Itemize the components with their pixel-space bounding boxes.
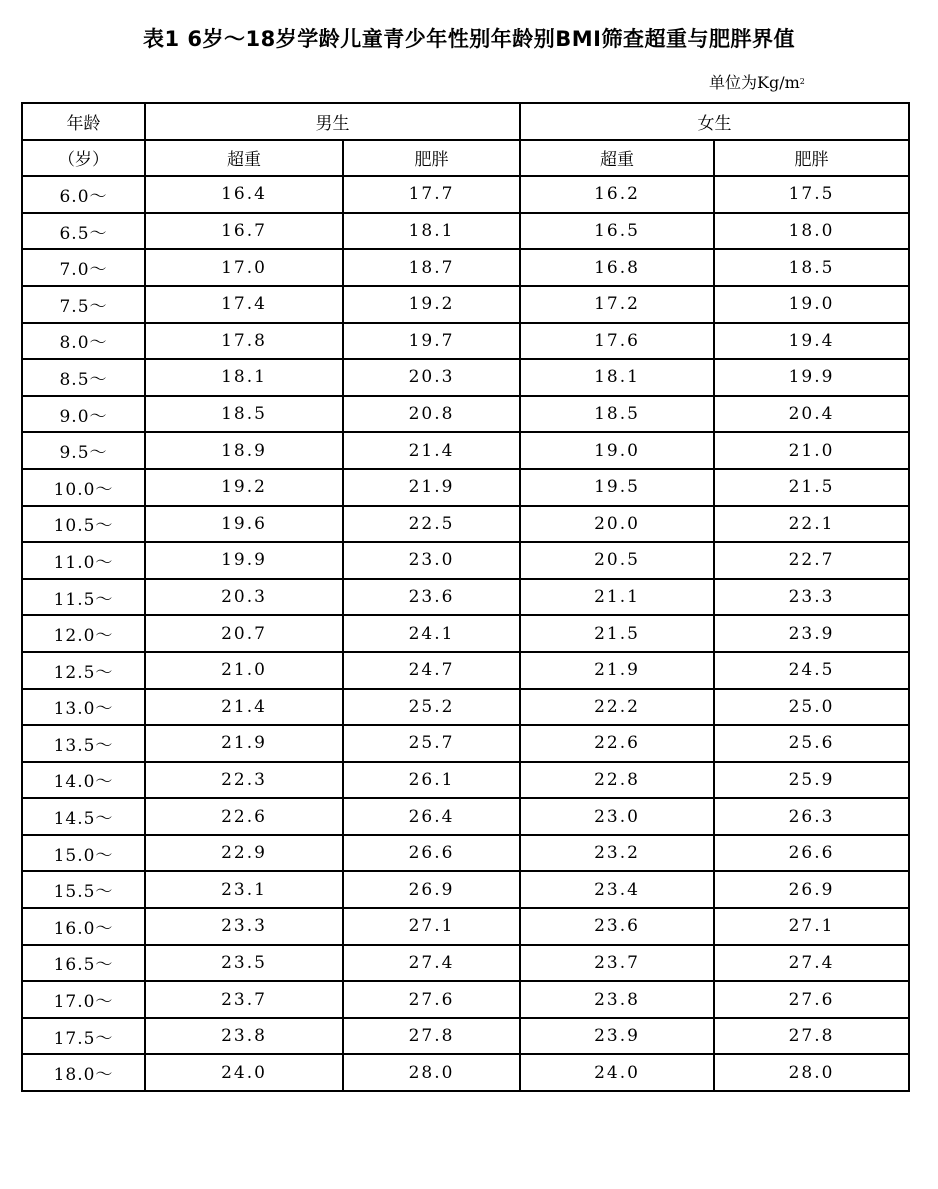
header-age-top: 年龄 [22,103,145,140]
age-cell: 14.5～ [22,798,145,835]
male-overweight-cell: 17.8 [145,323,343,360]
table-row [22,725,909,762]
female-overweight-cell: 21.5 [520,615,714,652]
female-obese-cell: 27.6 [714,981,909,1018]
male-obese-cell: 26.9 [343,871,520,908]
female-overweight-cell: 22.2 [520,689,714,726]
male-overweight-cell: 23.5 [145,945,343,982]
age-cell: 15.5～ [22,871,145,908]
table-row [22,323,909,360]
female-obese-cell: 27.8 [714,1018,909,1055]
female-obese-cell: 27.4 [714,945,909,982]
male-overweight-cell: 19.9 [145,542,343,579]
table-row [22,359,909,396]
female-obese-cell: 24.5 [714,652,909,689]
table-row [22,176,909,213]
female-obese-cell: 26.6 [714,835,909,872]
female-obese-cell: 28.0 [714,1054,909,1091]
female-overweight-cell: 16.8 [520,249,714,286]
female-overweight-cell: 23.8 [520,981,714,1018]
header-female-obese: 肥胖 [714,140,909,177]
header-age-bottom: （岁） [22,140,145,177]
document-title: 表1 6岁～18岁学龄儿童青少年性别年龄别BMI筛查超重与肥胖界值 [143,27,795,51]
female-obese-cell: 21.5 [714,469,909,506]
female-overweight-cell: 20.5 [520,542,714,579]
female-obese-cell: 18.5 [714,249,909,286]
female-overweight-cell: 23.6 [520,908,714,945]
table-header [22,103,909,176]
table-row [22,689,909,726]
bmi-table [21,102,910,1092]
male-overweight-cell: 22.6 [145,798,343,835]
female-overweight-cell: 16.5 [520,213,714,250]
table-body [22,176,909,1091]
male-obese-cell: 26.1 [343,762,520,799]
age-cell: 12.0～ [22,615,145,652]
age-cell: 9.5～ [22,432,145,469]
header-male-overweight: 超重 [145,140,343,177]
male-overweight-cell: 24.0 [145,1054,343,1091]
age-cell: 12.5～ [22,652,145,689]
male-overweight-cell: 19.6 [145,506,343,543]
female-obese-cell: 19.0 [714,286,909,323]
female-obese-cell: 25.9 [714,762,909,799]
male-obese-cell: 23.0 [343,542,520,579]
male-overweight-cell: 23.3 [145,908,343,945]
female-overweight-cell: 24.0 [520,1054,714,1091]
table-row [22,396,909,433]
female-overweight-cell: 18.1 [520,359,714,396]
male-obese-cell: 27.1 [343,908,520,945]
female-obese-cell: 26.9 [714,871,909,908]
female-overweight-cell: 17.2 [520,286,714,323]
age-cell: 7.5～ [22,286,145,323]
male-obese-cell: 21.4 [343,432,520,469]
male-overweight-cell: 16.4 [145,176,343,213]
age-cell: 14.0～ [22,762,145,799]
age-cell: 13.0～ [22,689,145,726]
table-row [22,798,909,835]
male-obese-cell: 23.6 [343,579,520,616]
male-overweight-cell: 23.1 [145,871,343,908]
male-overweight-cell: 20.3 [145,579,343,616]
female-obese-cell: 23.9 [714,615,909,652]
female-obese-cell: 18.0 [714,213,909,250]
female-obese-cell: 17.5 [714,176,909,213]
header-female: 女生 [520,103,909,140]
female-overweight-cell: 18.5 [520,396,714,433]
female-obese-cell: 23.3 [714,579,909,616]
male-obese-cell: 25.7 [343,725,520,762]
age-cell: 16.0～ [22,908,145,945]
male-overweight-cell: 22.9 [145,835,343,872]
age-cell: 6.5～ [22,213,145,250]
age-cell: 11.5～ [22,579,145,616]
table-row [22,506,909,543]
male-overweight-cell: 17.4 [145,286,343,323]
table-row [22,652,909,689]
female-overweight-cell: 23.2 [520,835,714,872]
age-cell: 10.5～ [22,506,145,543]
male-obese-cell: 25.2 [343,689,520,726]
header-row-2 [22,140,909,177]
male-obese-cell: 26.6 [343,835,520,872]
age-cell: 10.0～ [22,469,145,506]
female-obese-cell: 22.1 [714,506,909,543]
age-cell: 8.0～ [22,323,145,360]
male-obese-cell: 28.0 [343,1054,520,1091]
male-overweight-cell: 22.3 [145,762,343,799]
header-male: 男生 [145,103,520,140]
male-obese-cell: 19.7 [343,323,520,360]
table-row [22,469,909,506]
female-overweight-cell: 20.0 [520,506,714,543]
female-obese-cell: 22.7 [714,542,909,579]
age-cell: 13.5～ [22,725,145,762]
male-overweight-cell: 23.8 [145,1018,343,1055]
male-overweight-cell: 20.7 [145,615,343,652]
age-cell: 11.0～ [22,542,145,579]
table-row [22,835,909,872]
female-overweight-cell: 22.6 [520,725,714,762]
male-obese-cell: 27.8 [343,1018,520,1055]
age-cell: 8.5～ [22,359,145,396]
male-overweight-cell: 21.0 [145,652,343,689]
male-overweight-cell: 17.0 [145,249,343,286]
male-obese-cell: 27.4 [343,945,520,982]
male-obese-cell: 26.4 [343,798,520,835]
female-obese-cell: 19.9 [714,359,909,396]
female-overweight-cell: 19.0 [520,432,714,469]
table-row [22,908,909,945]
female-obese-cell: 20.4 [714,396,909,433]
age-cell: 17.0～ [22,981,145,1018]
age-cell: 7.0～ [22,249,145,286]
female-overweight-cell: 21.1 [520,579,714,616]
male-obese-cell: 24.1 [343,615,520,652]
table-row [22,945,909,982]
unit-superscript: 2 [799,77,805,86]
male-obese-cell: 18.7 [343,249,520,286]
female-obese-cell: 27.1 [714,908,909,945]
female-obese-cell: 19.4 [714,323,909,360]
female-overweight-cell: 17.6 [520,323,714,360]
header-female-overweight: 超重 [520,140,714,177]
female-obese-cell: 25.6 [714,725,909,762]
male-overweight-cell: 18.5 [145,396,343,433]
table-row [22,762,909,799]
age-cell: 9.0～ [22,396,145,433]
female-obese-cell: 26.3 [714,798,909,835]
male-obese-cell: 20.8 [343,396,520,433]
age-cell: 16.5～ [22,945,145,982]
age-cell: 17.5～ [22,1018,145,1055]
unit-text: 单位为Kg/m [709,73,800,92]
female-overweight-cell: 16.2 [520,176,714,213]
female-overweight-cell: 23.9 [520,1018,714,1055]
male-obese-cell: 18.1 [343,213,520,250]
table-row [22,286,909,323]
header-row-1 [22,103,909,140]
table-row [22,249,909,286]
male-obese-cell: 21.9 [343,469,520,506]
male-overweight-cell: 18.1 [145,359,343,396]
female-overweight-cell: 23.7 [520,945,714,982]
table-row [22,981,909,1018]
age-cell: 18.0～ [22,1054,145,1091]
female-overweight-cell: 23.4 [520,871,714,908]
male-obese-cell: 24.7 [343,652,520,689]
table-row [22,871,909,908]
female-overweight-cell: 23.0 [520,798,714,835]
male-obese-cell: 17.7 [343,176,520,213]
male-overweight-cell: 18.9 [145,432,343,469]
male-obese-cell: 20.3 [343,359,520,396]
female-obese-cell: 25.0 [714,689,909,726]
male-obese-cell: 22.5 [343,506,520,543]
table-row [22,1018,909,1055]
male-overweight-cell: 19.2 [145,469,343,506]
table-row [22,213,909,250]
table-row [22,542,909,579]
male-overweight-cell: 21.4 [145,689,343,726]
female-overweight-cell: 19.5 [520,469,714,506]
male-overweight-cell: 23.7 [145,981,343,1018]
male-overweight-cell: 21.9 [145,725,343,762]
female-overweight-cell: 22.8 [520,762,714,799]
age-cell: 6.0～ [22,176,145,213]
age-cell: 15.0～ [22,835,145,872]
male-obese-cell: 19.2 [343,286,520,323]
female-overweight-cell: 21.9 [520,652,714,689]
female-obese-cell: 21.0 [714,432,909,469]
male-overweight-cell: 16.7 [145,213,343,250]
table-row [22,432,909,469]
male-obese-cell: 27.6 [343,981,520,1018]
table-row [22,1054,909,1091]
table-row [22,615,909,652]
header-male-obese: 肥胖 [343,140,520,177]
unit-label [709,72,805,94]
table-row [22,579,909,616]
